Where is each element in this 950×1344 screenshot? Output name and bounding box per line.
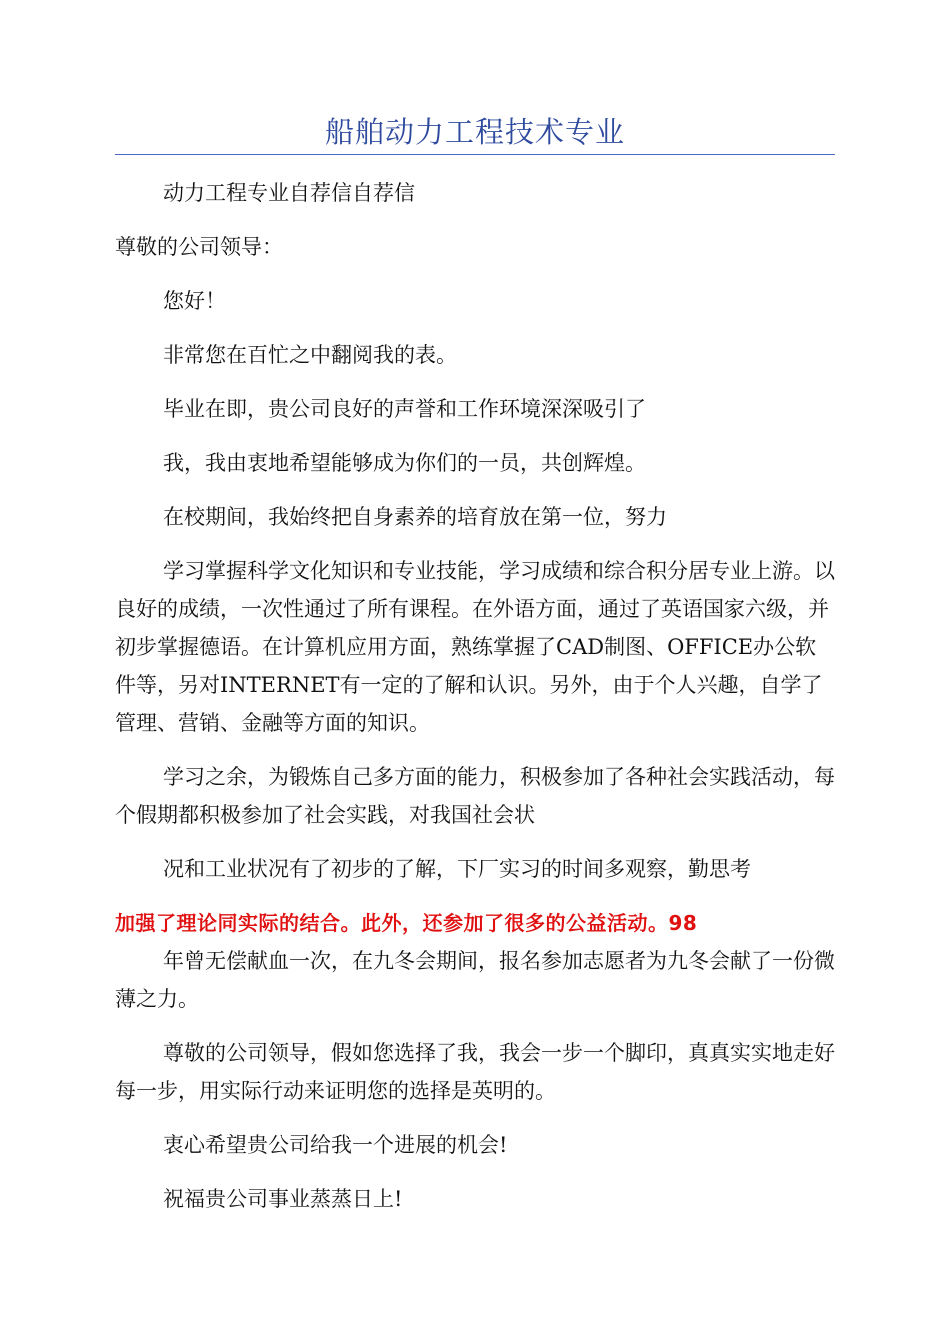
document-title: 船舶动力工程技术专业: [324, 115, 625, 149]
paragraph: 毕业在即，贵公司良好的声誉和工作环境深深吸引了: [163, 397, 646, 421]
closing-blessing: 祝福贵公司事业蒸蒸日上!: [163, 1187, 403, 1211]
highlighted-paragraph: 加强了理论同实际的结合。此外，还参加了很多的公益活动。98: [115, 911, 698, 935]
paragraph: 在校期间，我始终把自身素养的培育放在第一位，努力: [163, 505, 667, 529]
paragraph: 尊敬的公司领导，假如您选择了我，我会一步一个脚印，真真实实地走好每一步，用实际行动来证明您的选择是英明的。: [115, 1041, 835, 1103]
paragraph: 学习之余，为锻炼自己多方面的能力，积极参加了各种社会实践活动，每个假期都积极参加了社会实践，对我国社会状: [115, 765, 835, 827]
paragraph: 年曾无偿献血一次，在九冬会期间，报名参加志愿者为九冬会献了一份微薄之力。: [115, 949, 835, 1011]
closing-wish: 衷心希望贵公司给我一个进展的机会!: [163, 1133, 508, 1157]
title-underline: [115, 154, 835, 155]
paragraph: 非常您在百忙之中翻阅我的表。: [163, 343, 457, 367]
paragraph: 况和工业状况有了初步的了解，下厂实习的时间多观察，勤思考: [163, 857, 751, 881]
subject-line: 动力工程专业自荐信自荐信: [163, 181, 415, 205]
paragraph: 我，我由衷地希望能够成为你们的一员，共创辉煌。: [163, 451, 646, 475]
salutation: 尊敬的公司领导：: [115, 235, 283, 259]
greeting: 您好！: [163, 289, 226, 313]
document-body: [115, 174, 835, 1218]
paragraph: 学习掌握科学文化知识和专业技能，学习成绩和综合积分居专业上游。以良好的成绩，一次性通过了所有课程。在外语方面，通过了英语国家六级，并初步掌握德语。在计算机应用方面，熟练掌握了CAD制图、OFFICE办公软件等，另对INTERNET有一定的了解和认识。另外，由于个人兴趣，自学了管理、营销、金融等方面的知识。: [115, 559, 835, 735]
